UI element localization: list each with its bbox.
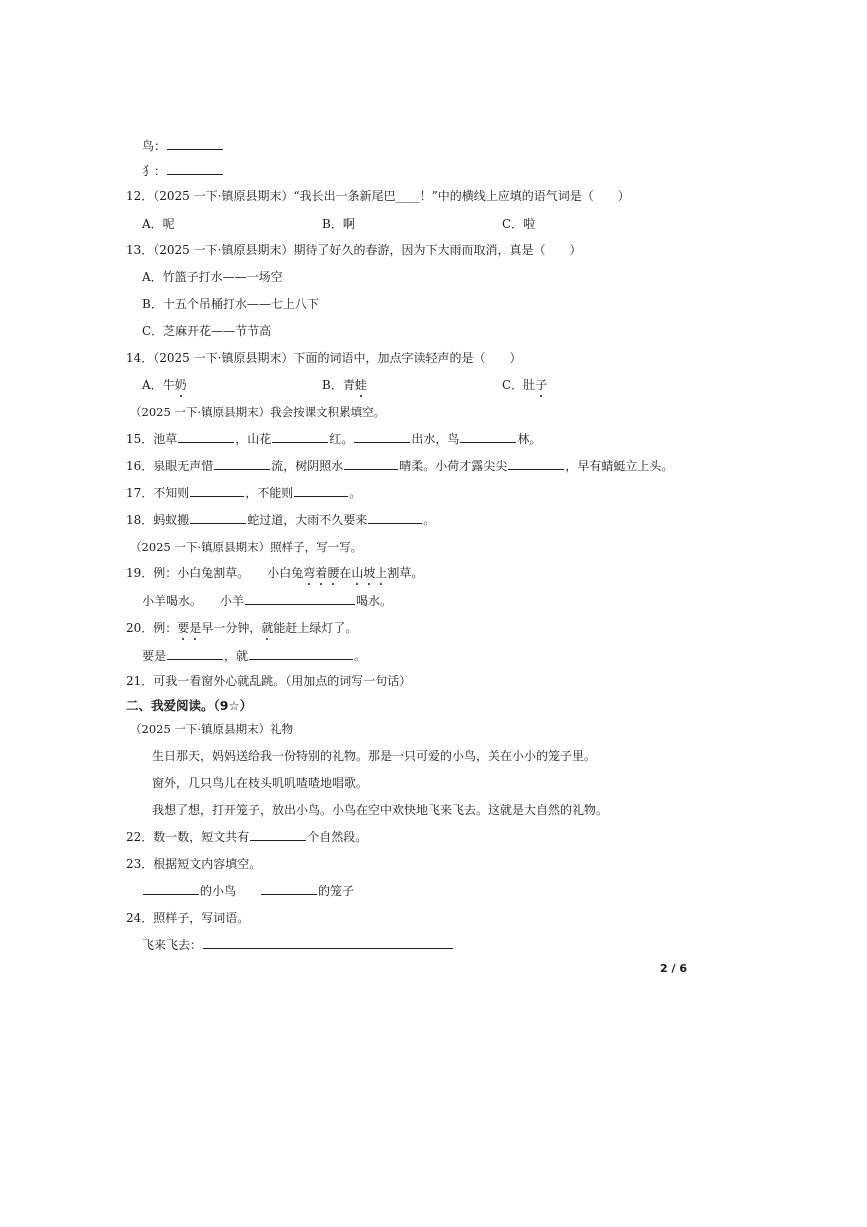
answer-blank[interactable]: [250, 829, 306, 841]
dotted-char: 奶: [174, 378, 187, 392]
reading-paragraph-1: 生日那天，妈妈送给我一份特别的礼物。那是一只可爱的小鸟，关在小小的笼子里。: [152, 749, 597, 763]
source-write: （2025 一下·镇原县期末）照样子，写一写。: [130, 540, 363, 554]
question-23-exercise: 的小鸟 的笼子: [142, 883, 354, 899]
answer-blank[interactable]: [261, 883, 317, 895]
answer-blank[interactable]: [167, 648, 223, 660]
question-19-exercise: 小羊喝水。 小羊 喝水。: [142, 594, 393, 608]
q12-option-a[interactable]: A．呢: [142, 217, 175, 231]
answer-blank[interactable]: [190, 512, 246, 524]
answer-blank[interactable]: [167, 138, 223, 150]
dotted-char: 是: [189, 621, 202, 635]
q13-option-a[interactable]: A．竹篮子打水——一场空: [142, 270, 283, 284]
question-19: 19．例：小白兔割草。 小白兔弯着腰在山坡上割草。: [126, 566, 424, 580]
source-reading: （2025 一下·镇原县期末）礼物: [130, 722, 294, 736]
dotted-char: 上: [375, 566, 388, 580]
dotted-char: 腰: [327, 566, 340, 580]
reading-paragraph-2: 窗外，几只鸟儿在枝头叽叽喳喳地唱歌。: [152, 776, 369, 790]
answer-blank[interactable]: [354, 431, 410, 443]
question-16: 16．泉眼无声惜 流，树阴照水 晴柔。小荷才露尖尖 ，早有蜻蜓立上头。: [126, 459, 674, 473]
q14-option-c[interactable]: C．肚子: [502, 378, 548, 392]
question-21: 21．可我一看窗外心就乱跳。（用加点的词写一句话）: [126, 674, 412, 688]
answer-blank[interactable]: [178, 431, 234, 443]
question-24: 24．照样子，写词语。: [126, 911, 250, 925]
answer-blank[interactable]: [368, 512, 422, 524]
radical-dog-line: [142, 163, 224, 179]
answer-blank[interactable]: [460, 431, 516, 443]
section-reading-heading: 二、我爱阅读。（9☆）: [126, 698, 253, 713]
q14-option-b[interactable]: B．青蛙: [322, 378, 367, 392]
question-20-exercise: 要是 ，就 。: [142, 649, 367, 663]
question-22: 22．数一数，短文共有 个自然段。: [126, 830, 368, 844]
dotted-char: 坡: [363, 566, 376, 580]
answer-blank[interactable]: [344, 458, 398, 470]
dotted-char: 要: [177, 621, 190, 635]
answer-blank[interactable]: [249, 648, 353, 660]
dotted-char: 弯: [303, 566, 316, 580]
dotted-char: 山: [351, 566, 364, 580]
answer-blank[interactable]: [190, 485, 244, 497]
dotted-char: 子: [535, 378, 548, 392]
page-number: 2 / 6: [660, 962, 687, 975]
question-13: 13．（2025 一下·镇原县期末）期待了好久的春游，因为下大雨而取消，真是（ ）: [126, 243, 582, 257]
dotted-char: 就: [261, 621, 274, 635]
q13-option-c[interactable]: C．芝麻开花——节节高: [142, 324, 272, 338]
dotted-char: 蛙: [354, 378, 367, 392]
question-24-exercise: 飞来飞去：: [142, 937, 454, 953]
answer-blank[interactable]: [245, 593, 355, 605]
source-fill-in: （2025 一下·镇原县期末）我会按课文积累填空。: [130, 405, 386, 419]
dotted-char: 着: [315, 566, 328, 580]
answer-blank[interactable]: [294, 485, 348, 497]
question-17: 17．不知则 ，不能则 。: [126, 486, 362, 500]
answer-blank[interactable]: [143, 883, 199, 895]
reading-paragraph-3: 我想了想，打开笼子，放出小鸟。小鸟在空中欢快地飞来飞去。这就是大自然的礼物。: [152, 803, 609, 817]
q13-option-b[interactable]: B．十五个吊桶打水——七上八下: [142, 297, 319, 311]
question-20: 20．例：要是早一分钟，就能赶上绿灯了。: [126, 621, 358, 635]
question-18: 18．蚂蚁搬 蛇过道，大雨不久要来 。: [126, 513, 436, 527]
answer-blank[interactable]: [272, 431, 328, 443]
answer-blank[interactable]: [167, 163, 223, 175]
question-23: 23．根据短文内容填空。: [126, 857, 262, 871]
q12-option-b[interactable]: B．啊: [322, 217, 355, 231]
question-14: 14．（2025 一下·镇原县期末）下面的词语中，加点字读轻声的是（ ）: [126, 351, 522, 365]
radical-bird-label: 鸟：: [142, 139, 167, 153]
answer-blank[interactable]: [203, 937, 453, 949]
question-15: 15．池草 ，山花 红。 出水，鸟 林。: [126, 432, 542, 446]
radical-bird-line: [142, 138, 224, 154]
radical-dog-label: 犭：: [142, 164, 167, 178]
q12-option-c[interactable]: C．啦: [502, 217, 536, 231]
answer-blank[interactable]: [508, 458, 564, 470]
question-12: 12．（2025 一下·镇原县期末）“我长出一条新尾巴____！”中的横线上应填的语气词是（ ）: [126, 189, 630, 203]
answer-blank[interactable]: [214, 458, 270, 470]
q14-option-a[interactable]: A．牛奶: [142, 378, 187, 392]
